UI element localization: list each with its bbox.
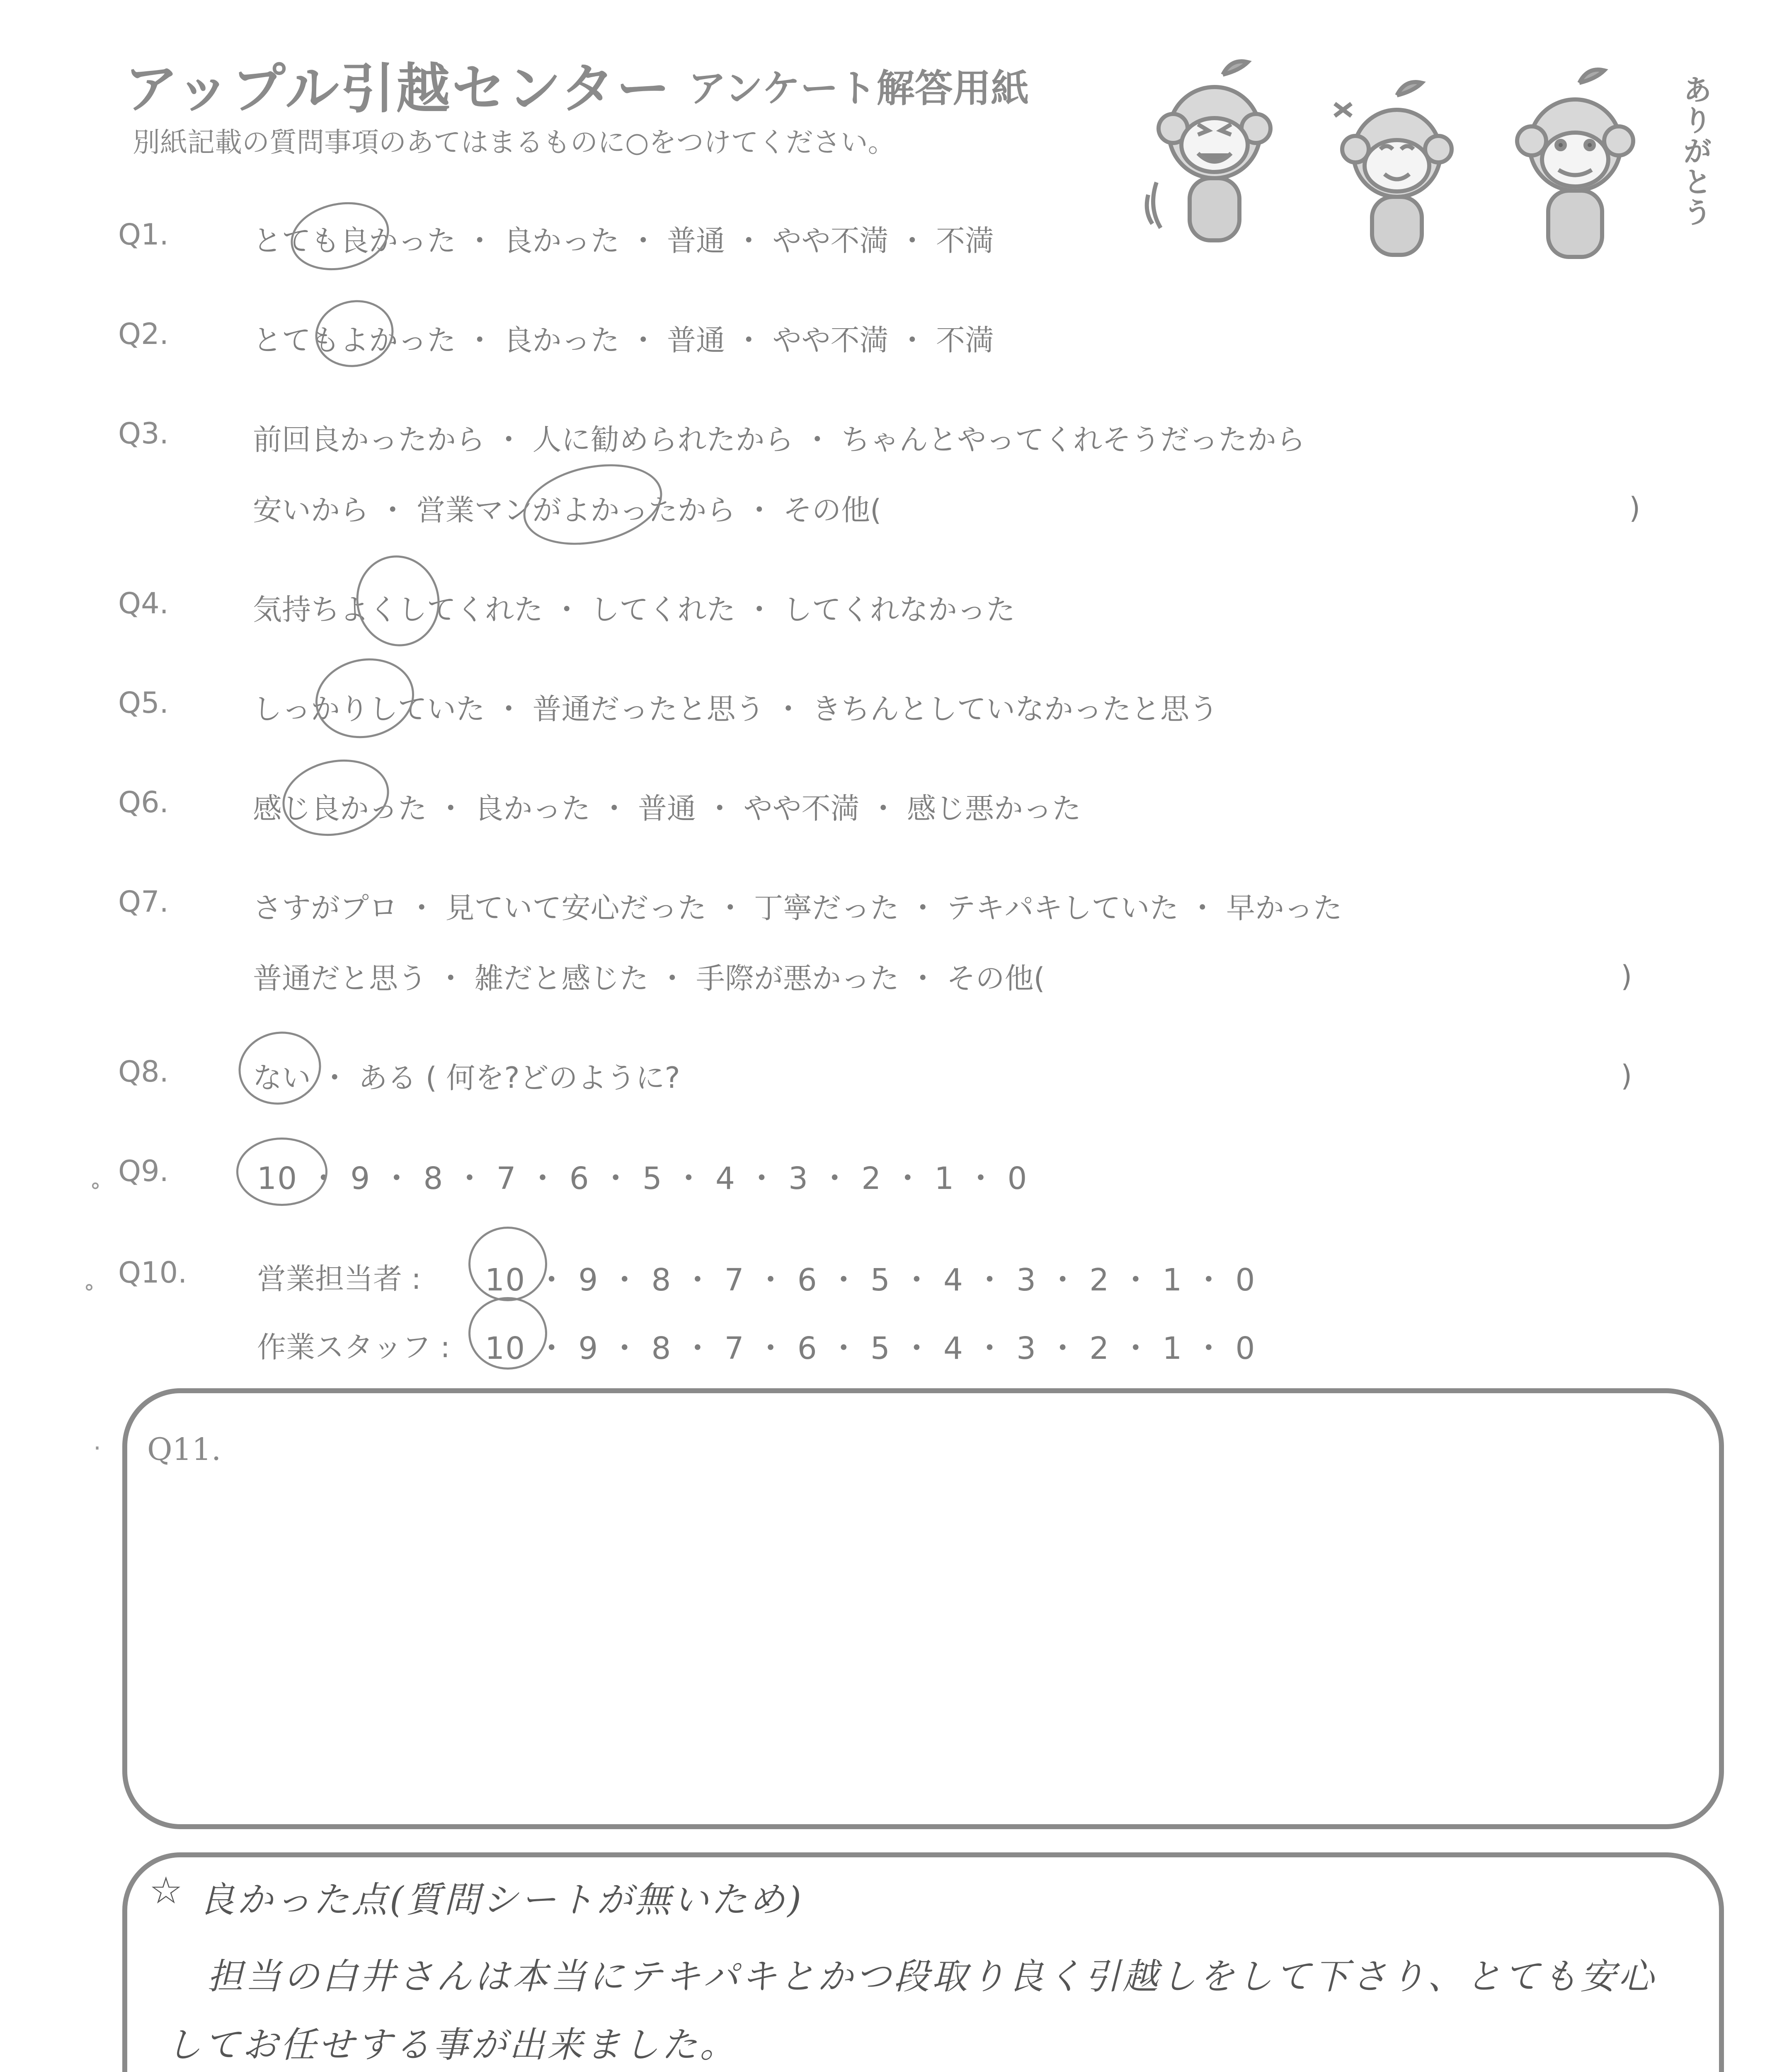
q10-staff-scale: 10 ・ 9 ・ 8 ・ 7 ・ 6 ・ 5 ・ 4 ・ 3 ・ 2 ・ 1 ・ 0 [485,1331,1256,1366]
answer-circle [348,548,448,654]
pen-mark: ˳ [83,1262,95,1291]
answer-circle [468,1227,547,1301]
q5-label: Q5. [118,686,169,720]
q6-label: Q6. [118,785,169,819]
answer-circle [236,1138,327,1206]
q10-label: Q10. [118,1256,187,1290]
paren-close: ) [1621,1059,1632,1093]
q7-options-line1: さすがプロ ・ 見ていて安心だった ・ 丁寧だった ・ テキパキしていた ・ 早かった [253,891,1343,925]
q10-staff-label: 作業スタッフ : [257,1330,450,1364]
q2-label: Q2. [118,317,169,351]
q3-options-line1: 前回良かったから ・ 人に勧められたから ・ ちゃんとやってくれそうだったから [253,423,1306,457]
answer-circle [468,1297,547,1370]
q1-label: Q1. [118,218,169,252]
q9-scale: 10 ・ 9 ・ 8 ・ 7 ・ 6 ・ 5 ・ 4 ・ 3 ・ 2 ・ 1 ・ 0 [257,1161,1028,1196]
q7-label: Q7. [118,885,169,919]
q7-options-line2: 普通だと思う ・ 雑だと感じた ・ 手際が悪かった ・ その他( [253,961,1045,995]
form-subtitle: アンケート解答用紙 [688,66,1029,111]
q1-options: とても良かった ・ 良かった ・ 普通 ・ やや不満 ・ 不満 [253,224,994,258]
company-title: アップル引越センター [124,57,672,120]
answer-circle [284,194,395,279]
q2-options: とてもよかった ・ 良かった ・ 普通 ・ やや不満 ・ 不満 [253,323,994,357]
q8-options: ない ・ ある ( 何を?どのように? [253,1061,680,1095]
star-icon: ☆ [149,1869,183,1912]
monkey-smiling-icon [1335,82,1452,255]
arigatou-text: ありがとう [1678,75,1712,228]
q4-label: Q4. [118,586,169,620]
answer-circle [232,1024,328,1112]
paren-close: ) [1629,491,1641,525]
pen-mark: ˳ [89,1160,102,1189]
monkey-laughing-icon [1147,61,1270,240]
comment-line: 担当の白井さんは本当にテキパキとかつ段取り良く引越しをして下さり、とても安心 [207,1956,1656,1997]
paren-close: ) [1621,959,1632,993]
answer-circle [516,453,669,557]
q9-label: Q9. [118,1154,169,1188]
q10-sales-label: 営業担当者 : [257,1262,421,1296]
q3-label: Q3. [118,416,169,450]
monkey-mascots-illustration [1140,58,1679,274]
instructions: 別紙記載の質問事項のあてはまるものに○をつけてください。 [133,126,895,158]
answer-circle [308,649,422,747]
q4-options: 気持ちよくしてくれた ・ してくれた ・ してくれなかった [253,593,1016,627]
answer-circle [309,293,400,374]
comment-heading: 良かった点(質問シートが無いため) [199,1879,804,1921]
q10-sales-scale: 10 ・ 9 ・ 8 ・ 7 ・ 6 ・ 5 ・ 4 ・ 3 ・ 2 ・ 1 ・ 0 [485,1262,1256,1298]
q11-answer-box [122,1388,1724,1829]
comment-line: してお任せする事が出来ました。 [166,2024,738,2066]
answer-circle [275,750,396,845]
q11-label: Q11. [147,1432,221,1467]
q6-options: 感じ良かった ・ 良かった ・ 普通 ・ やや不満 ・ 感じ悪かった [253,792,1081,825]
q5-options: しっかりしていた ・ 普通だったと思う ・ きちんとしていなかったと思う [253,692,1219,726]
q3-options-line2: 安いから ・ 営業マンがよかったから ・ その他( [253,493,882,527]
monkey-bowing-icon [1517,70,1633,257]
q8-label: Q8. [118,1055,169,1089]
pen-mark: · [93,1434,102,1463]
